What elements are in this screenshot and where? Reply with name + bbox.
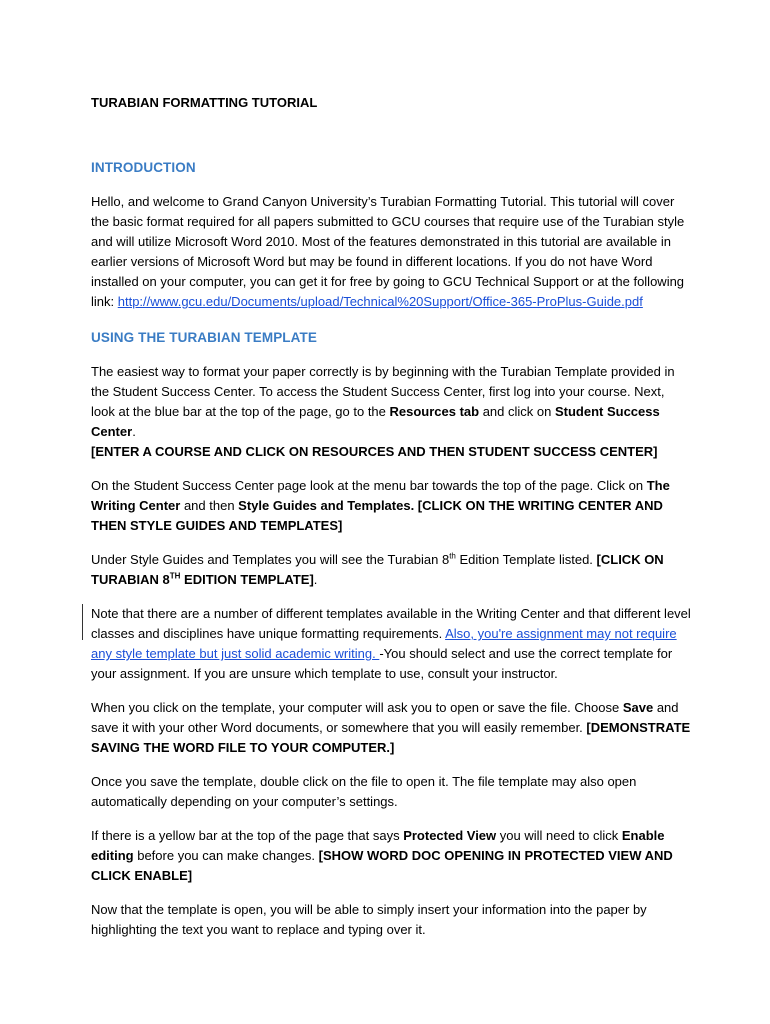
instruction-click-turabian: [CLICK ON TURABIAN 8 [91,552,664,587]
template-paragraph-6: Once you save the template, double click on the file to open it. The file template may also open automatically depending on your computer’s settings. [91,774,637,809]
text-run: Under Style Guides and Templates you will see the Turabian 8 [91,552,450,567]
bold-save: Save [622,700,654,715]
inserted-revision-text: Also, you're assignment may not require any style template but just solid academic writing. [91,626,677,661]
text-run: . [313,572,318,587]
instruction-demonstrate-saving: [DEMONSTRATE SAVING THE WORD FILE TO YOUR COMPUTER.] [91,720,691,755]
text-run: The easiest way to format your paper correctly is by beginning with the Turabian Template provided in the Student Success Center. To access the Student Success Center, first log into your course. Next, look at the blue bar at the top of the page, go to the [91,364,675,419]
text-run: -You should select and use the correct template for your assignment. If you are unsure which template to use, consult your instructor. [91,646,673,681]
template-paragraph-3 [91,550,691,590]
text-run: before you can make changes. [133,848,319,863]
document-title: TURABIAN FORMATTING TUTORIAL [91,95,318,110]
template-paragraph-5 [91,698,691,758]
template-paragraph-4 [91,604,691,684]
text-run: . [132,424,136,439]
bold-student-success-center: Student Success Center [91,404,660,439]
template-paragraph-8: Now that the template is open, you will be able to simply insert your information into the paper by highlighting the text you want to replace and typing over it. [91,902,647,937]
instruction-edition-template: EDITION TEMPLATE] [180,572,314,587]
text-run: and click on [479,404,555,419]
heading-introduction: INTRODUCTION [91,160,196,175]
superscript: th [449,551,456,561]
text-run: Edition Template listed. [455,552,597,567]
superscript: TH [169,571,181,581]
instruction-style-guides: Style Guides and Templates. [CLICK ON THE WRITING CENTER AND THEN STYLE GUIDES AND TEMPLATES] [91,498,663,533]
text-run: If there is a yellow bar at the top of the page that says [91,828,404,843]
intro-text: Hello, and welcome to Grand Canyon University’s Turabian Formatting Tutorial. This tutorial will cover the basic format required for all papers submitted to GCU courses that require use of the Turabian style and will utilize Microsoft Word 2010. Most of the features demonstrated in this tutorial are available in earlier versions of Microsoft Word but may be found in different locations. If you do not have Word installed on your computer, you can get it for free by going to GCU Technical Support or at the following link: [91,194,685,309]
text-run: you will need to click [496,828,622,843]
instruction-enter-course: [ENTER A COURSE AND CLICK ON RESOURCES AND THEN STUDENT SUCCESS CENTER] [91,444,658,459]
bold-writing-center: The Writing Center [91,478,670,513]
template-paragraph-1 [91,362,691,462]
bold-protected-view: Protected View [403,828,497,843]
template-paragraph-2 [91,476,691,536]
text-run: When you click on the template, your computer will ask you to open or save the file. Choose [91,700,623,715]
text-run: Note that there are a number of different templates available in the Writing Center and that different level classes and disciplines have unique formatting requirements. [91,606,691,641]
template-paragraph-7 [91,826,691,886]
office-guide-link[interactable]: http://www.gcu.edu/Documents/upload/Technical%20Support/Office-365-ProPlus-Guide.pdf [117,294,643,309]
text-run: and then [180,498,239,513]
revision-change-bar [82,604,83,640]
bold-enable-editing: Enable editing [91,828,665,863]
text-run: and save it with your other Word documents, or somewhere that you will easily remember. [91,700,679,735]
text-run: On the Student Success Center page look at the menu bar towards the top of the page. Click on [91,478,647,493]
intro-paragraph [91,192,691,312]
bold-resources-tab: Resources tab [389,404,480,419]
document-body [91,93,691,954]
heading-using-template: USING THE TURABIAN TEMPLATE [91,330,317,345]
instruction-show-word-doc: [SHOW WORD DOC OPENING IN PROTECTED VIEW AND CLICK ENABLE] [91,848,673,883]
